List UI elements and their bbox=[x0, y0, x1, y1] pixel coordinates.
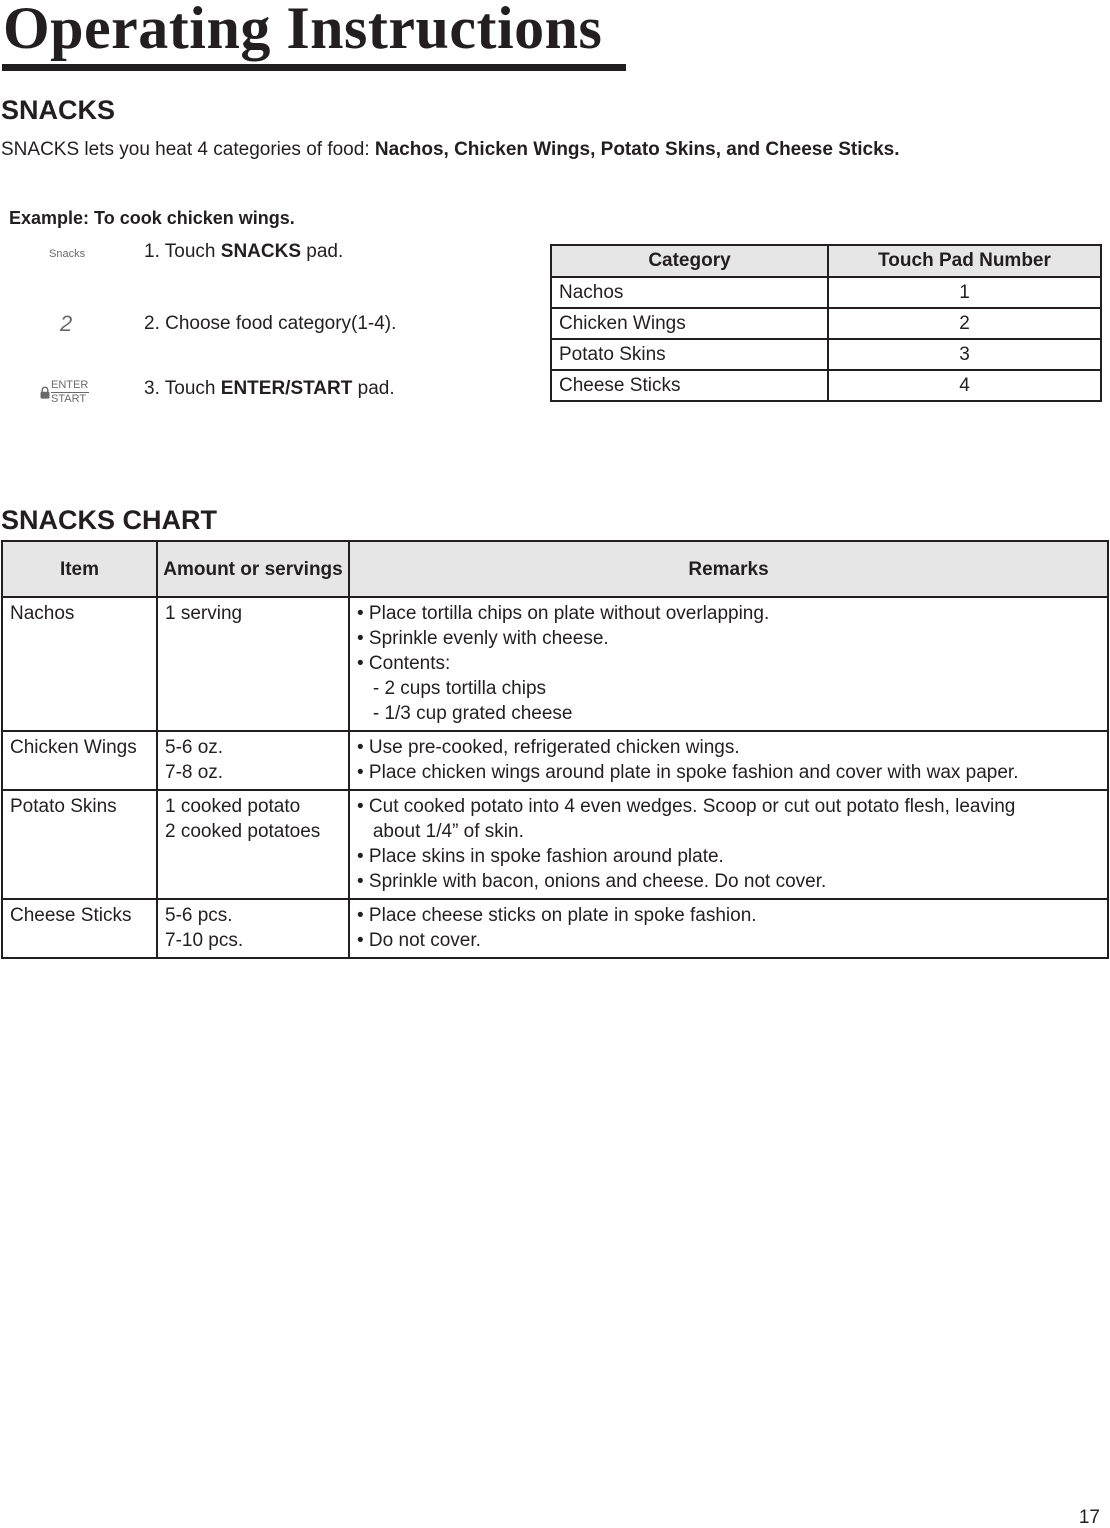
remarks-cell bbox=[349, 899, 1108, 958]
remarks-cell bbox=[349, 731, 1108, 790]
remark-line: • Cut cooked potato into 4 even wedges. Scoop or cut out potato flesh, leaving bbox=[357, 796, 1016, 817]
remark-line: • Place skins in spoke fashion around plate. bbox=[357, 846, 724, 867]
remark-line: • Sprinkle with bacon, onions and cheese. Do not cover. bbox=[357, 871, 827, 892]
category-cell: Nachos bbox=[551, 277, 828, 308]
title-underline bbox=[2, 64, 626, 71]
amount-line: 1 serving bbox=[165, 603, 243, 624]
item-cell: Nachos bbox=[2, 597, 157, 731]
snacks-chart-heading: SNACKS CHART bbox=[1, 505, 217, 535]
category-cell: Cheese Sticks bbox=[551, 370, 828, 401]
remark-line: • Place cheese sticks on plate in spoke fashion. bbox=[357, 905, 757, 926]
remark-line: • Contents: bbox=[357, 653, 451, 674]
remarks-cell bbox=[349, 790, 1108, 899]
category-table bbox=[550, 244, 1102, 402]
example-label: Example: To cook chicken wings. bbox=[9, 208, 295, 228]
category-header: Category bbox=[551, 245, 828, 277]
remarks-header: Remarks bbox=[349, 541, 1108, 597]
snacks-heading: SNACKS bbox=[1, 95, 116, 125]
remark-line: • Place tortilla chips on plate without overlapping. bbox=[357, 603, 770, 624]
remark-line: - 2 cups tortilla chips bbox=[357, 678, 547, 699]
pad-number-cell: 2 bbox=[828, 308, 1101, 339]
category-cell: Chicken Wings bbox=[551, 308, 828, 339]
item-header: Item bbox=[2, 541, 157, 597]
amount-cell bbox=[157, 731, 349, 790]
amount-line: 5-6 pcs. bbox=[165, 905, 233, 926]
item-cell: Potato Skins bbox=[2, 790, 157, 899]
amount-cell bbox=[157, 597, 349, 731]
pad-number-cell: 3 bbox=[828, 339, 1101, 370]
remark-line: • Do not cover. bbox=[357, 930, 481, 951]
remark-line: • Use pre-cooked, refrigerated chicken wings. bbox=[357, 737, 740, 758]
page-number: 17 bbox=[1078, 1507, 1100, 1528]
number-pad-icon: 2 bbox=[60, 311, 73, 336]
remark-line: - 1/3 cup grated cheese bbox=[357, 703, 573, 724]
amount-line: 7-8 oz. bbox=[165, 762, 224, 783]
table-row bbox=[2, 899, 1108, 958]
chart-body bbox=[2, 597, 1108, 958]
amount-header: Amount or servings bbox=[157, 541, 349, 597]
table-row bbox=[551, 308, 1101, 339]
step-1: 1. Touch SNACKS pad. bbox=[144, 241, 344, 262]
lock-icon bbox=[40, 386, 50, 399]
intro-text: SNACKS lets you heat 4 categories of food: bbox=[1, 139, 375, 160]
remark-line: • Place chicken wings around plate in spoke fashion and cover with wax paper. bbox=[357, 762, 1019, 783]
snacks-chart-table bbox=[1, 540, 1109, 959]
amount-line: 1 cooked potato bbox=[165, 796, 301, 817]
start-label: START bbox=[51, 393, 87, 405]
table-row bbox=[551, 339, 1101, 370]
touch-pad-number-header: Touch Pad Number bbox=[828, 245, 1101, 277]
table-row bbox=[2, 790, 1108, 899]
amount-cell bbox=[157, 899, 349, 958]
amount-cell bbox=[157, 790, 349, 899]
chart-header-row bbox=[2, 541, 1108, 597]
step-2: 2. Choose food category(1-4). bbox=[144, 313, 397, 334]
pad-number-cell: 4 bbox=[828, 370, 1101, 401]
snacks-pad-icon: Snacks bbox=[49, 248, 86, 260]
remark-line: • Sprinkle evenly with cheese. bbox=[357, 628, 609, 649]
table-row bbox=[2, 597, 1108, 731]
amount-line: 2 cooked potatoes bbox=[165, 821, 321, 842]
table-row bbox=[551, 277, 1101, 308]
step-3: 3. Touch ENTER/START pad. bbox=[144, 378, 395, 399]
intro-categories: Nachos, Chicken Wings, Potato Skins, and Cheese Sticks. bbox=[374, 139, 900, 160]
enter-start-pad-icon bbox=[39, 378, 99, 408]
snacks-intro bbox=[1, 138, 899, 162]
remark-line: about 1/4” of skin. bbox=[357, 821, 524, 842]
pad-number-cell: 1 bbox=[828, 277, 1101, 308]
item-cell: Chicken Wings bbox=[2, 731, 157, 790]
item-cell: Cheese Sticks bbox=[2, 899, 157, 958]
category-cell: Potato Skins bbox=[551, 339, 828, 370]
amount-line: 7-10 pcs. bbox=[165, 930, 244, 951]
table-header-row bbox=[551, 245, 1101, 277]
table-row bbox=[551, 370, 1101, 401]
table-row bbox=[2, 731, 1108, 790]
page-title: Operating Instructions bbox=[3, 0, 603, 61]
remarks-cell bbox=[349, 597, 1108, 731]
amount-line: 5-6 oz. bbox=[165, 737, 224, 758]
enter-label: ENTER bbox=[51, 379, 89, 391]
